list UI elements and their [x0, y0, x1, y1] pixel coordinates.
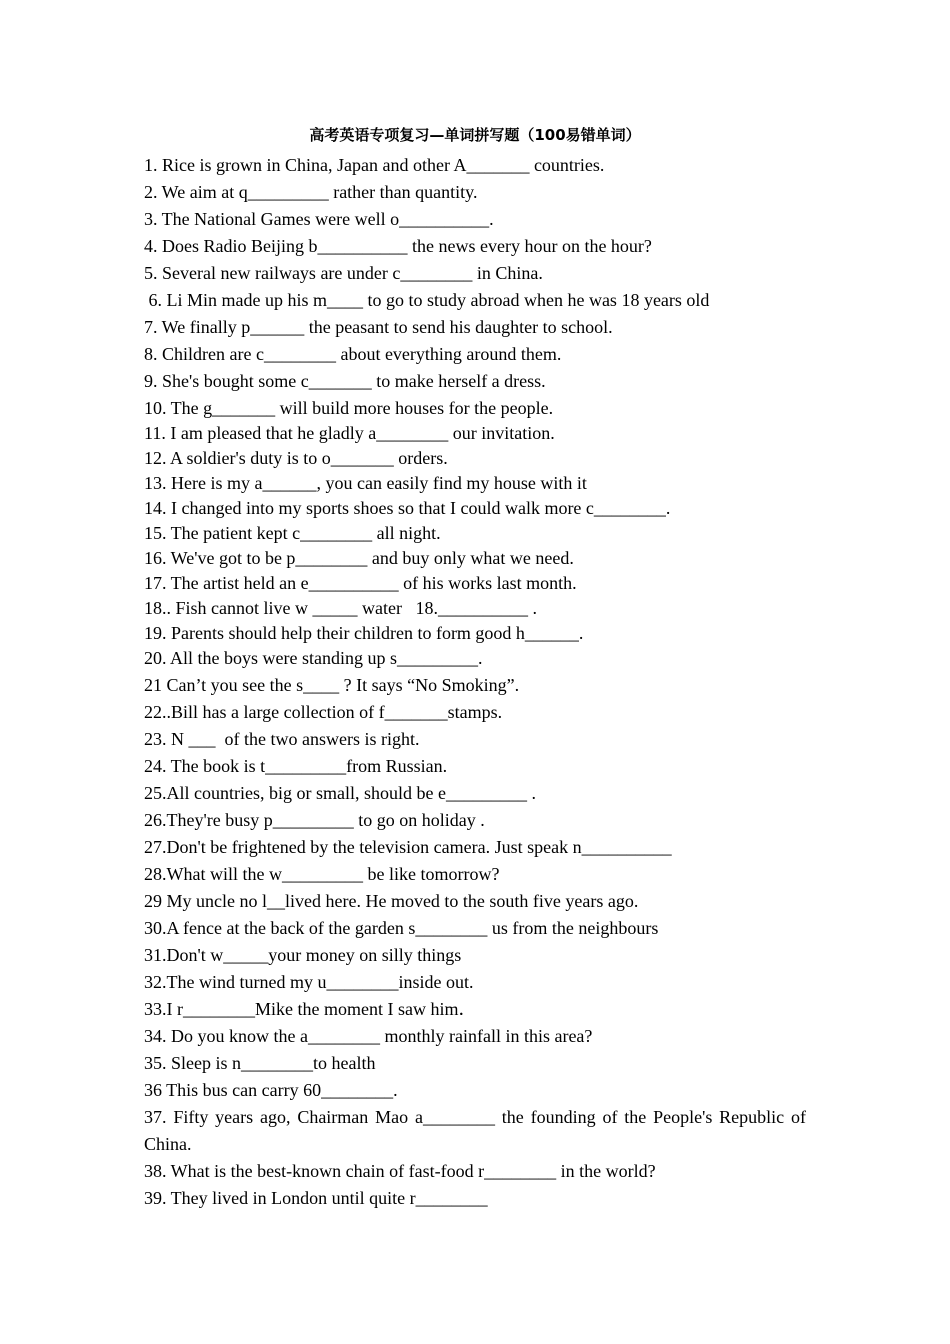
question-item: 10. The g_______ will build more houses for the people. [144, 398, 554, 418]
question-item: 29 My uncle no l__lived here. He moved to the south five years ago. [144, 891, 639, 911]
question-item: 4. Does Radio Beijing b__________ the news every hour on the hour? [144, 236, 652, 256]
question-item: 14. I changed into my sports shoes so that I could walk more c________. [144, 498, 671, 518]
question-item: 21 Can’t you see the s____ ? It says “No Smoking”. [144, 675, 520, 695]
question-item: 24. The book is t_________from Russian. [144, 756, 448, 776]
question-item: 12. A soldier's duty is to o_______ orders. [144, 448, 448, 468]
question-item: 18.. Fish cannot live w _____ water 18.__________ . [144, 598, 537, 618]
question-item: 20. All the boys were standing up s_________. [144, 648, 483, 668]
question-item: 15. The patient kept c________ all night. [144, 523, 441, 543]
question-item: 37. Fifty years ago, Chairman Mao a________ the founding of the People's Republic of China. [144, 1107, 806, 1154]
question-item: 8. Children are c________ about everything around them. [144, 344, 562, 364]
question-item: 27.Don't be frightened by the television camera. Just speak n__________ [144, 837, 672, 857]
page-title: 高考英语专项复习—单词拼写题（100易错单词） [309, 126, 641, 144]
question-item: 16. We've got to be p________ and buy only what we need. [144, 548, 574, 568]
question-item: 23. N ___ of the two answers is right. [144, 729, 420, 749]
question-item: 25.All countries, big or small, should be e_________ . [144, 783, 536, 803]
question-item: 9. She's bought some c_______ to make herself a dress. [144, 371, 546, 391]
question-item: 7. We finally p______ the peasant to send his daughter to school. [144, 317, 613, 337]
question-item: 13. Here is my a______, you can easily find my house with it [144, 473, 587, 493]
question-item: 19. Parents should help their children to form good h______. [144, 623, 584, 643]
question-item: 36 This bus can carry 60________. [144, 1080, 398, 1100]
question-item: 34. Do you know the a________ monthly rainfall in this area? [144, 1026, 593, 1046]
question-item: 35. Sleep is n________to health [144, 1053, 376, 1073]
question-item: 6. Li Min made up his m____ to go to study abroad when he was 18 years old [144, 290, 710, 310]
question-item: 3. The National Games were well o__________. [144, 209, 494, 229]
question-item: 30.A fence at the back of the garden s________ us from the neighbours [144, 918, 659, 938]
question-item: 1. Rice is grown in China, Japan and other A_______ countries. [144, 155, 605, 175]
question-item: 38. What is the best-known chain of fast-food r________ in the world? [144, 1161, 656, 1181]
question-item: 33.I r________Mike the moment I saw him． [144, 999, 477, 1019]
question-item: 39. They lived in London until quite r________ [144, 1188, 488, 1208]
question-item: 22..Bill has a large collection of f_______stamps. [144, 702, 503, 722]
question-item: 32.The wind turned my u________inside out. [144, 972, 474, 992]
question-item: 31.Don't w_____your money on silly things [144, 945, 462, 965]
question-item: 28.What will the w_________ be like tomorrow? [144, 864, 500, 884]
question-item: 11. I am pleased that he gladly a________ our invitation. [144, 423, 555, 443]
question-item: 5. Several new railways are under c________ in China. [144, 263, 543, 283]
question-item: 2. We aim at q_________ rather than quantity. [144, 182, 478, 202]
question-item: 26.They're busy p_________ to go on holiday . [144, 810, 485, 830]
question-item: 17. The artist held an e__________ of his works last month. [144, 573, 577, 593]
